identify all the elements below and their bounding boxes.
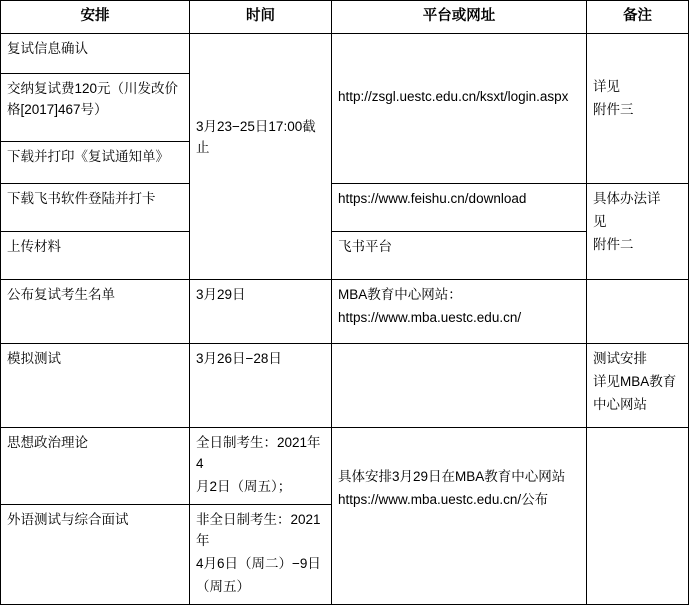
cell-note-empty xyxy=(587,428,689,604)
cell-time: 3月26日−28日 xyxy=(190,344,332,428)
cell-arrangement: 上传材料 xyxy=(1,232,190,280)
note-line-3: 附件二 xyxy=(593,237,634,253)
cell-note-merged-2 xyxy=(587,184,689,280)
column-header-time: 时间 xyxy=(190,1,332,34)
note-line-1: 测试安排 xyxy=(593,351,647,367)
note-line-1: 详见 xyxy=(593,79,620,95)
cell-note-mock-test xyxy=(587,344,689,428)
cell-arrangement: 下载飞书软件登陆并打卡 xyxy=(1,184,190,232)
platform-line-2[interactable]: https://www.mba.uestc.edu.cn/公布 xyxy=(338,492,549,508)
table-row xyxy=(1,232,689,280)
table-header-row xyxy=(1,1,689,34)
table-row xyxy=(1,280,689,344)
cell-arrangement: 外语测试与综合面试 xyxy=(1,505,190,605)
platform-line-1: 具体安排3月29日在MBA教育中心网站 xyxy=(338,469,566,485)
table-row xyxy=(1,184,689,232)
cell-platform-feishu: 飞书平台 xyxy=(332,232,587,280)
cell-note-empty xyxy=(587,280,689,344)
cell-platform-feishu-download[interactable]: https://www.feishu.cn/download xyxy=(332,184,587,232)
cell-time-merged-1 xyxy=(190,34,332,280)
table-row xyxy=(1,344,689,428)
cell-arrangement: 模拟测试 xyxy=(1,344,190,428)
time-text: 3月23−25日17:00截止 xyxy=(196,119,316,156)
column-header-arrangement: 安排 xyxy=(1,1,190,34)
cell-arrangement: 下载并打印《复试通知单》 xyxy=(1,142,190,184)
column-header-platform: 平台或网址 xyxy=(332,1,587,34)
time-line-1: 全日制考生：2021年4 xyxy=(196,435,321,472)
cell-arrangement: 思想政治理论 xyxy=(1,428,190,505)
note-line-1: 具体办法详 xyxy=(593,191,661,207)
note-line-3: 中心网站 xyxy=(593,397,647,413)
cell-arrangement: 复试信息确认 xyxy=(1,34,190,74)
cell-platform-merged-1 xyxy=(332,34,587,184)
cell-arrangement: 公布复试考生名单 xyxy=(1,280,190,344)
cell-time: 3月29日 xyxy=(190,280,332,344)
platform-url-mba[interactable]: https://www.mba.uestc.edu.cn/ xyxy=(338,310,522,326)
column-header-note: 备注 xyxy=(587,1,689,34)
time-line-2: 月2日（周五）； xyxy=(196,479,292,495)
table-row xyxy=(1,428,689,505)
platform-label: MBA教育中心网站： xyxy=(338,287,462,303)
table-row xyxy=(1,34,689,74)
cell-platform-merged-last xyxy=(332,428,587,604)
time-line-3: （周五） xyxy=(196,579,250,594)
note-line-2: 附件三 xyxy=(593,102,634,118)
cell-platform-empty xyxy=(332,344,587,428)
cell-time-parttime xyxy=(190,505,332,605)
cell-platform-mba-site xyxy=(332,280,587,344)
time-line-1: 非全日制考生：2021年 xyxy=(196,512,321,549)
cell-time-fulltime xyxy=(190,428,332,505)
cell-note-merged-1 xyxy=(587,34,689,184)
time-line-2: 4月6日（周二）−9日 xyxy=(196,556,321,572)
note-line-2: 见 xyxy=(593,214,607,230)
cell-arrangement: 交纳复试费120元（川发改价格[2017]467号） xyxy=(1,74,190,142)
note-line-2: 详见MBA教育 xyxy=(593,374,677,390)
platform-url-zsgl[interactable]: http://zsgl.uestc.edu.cn/ksxt/login.aspx xyxy=(338,89,569,105)
